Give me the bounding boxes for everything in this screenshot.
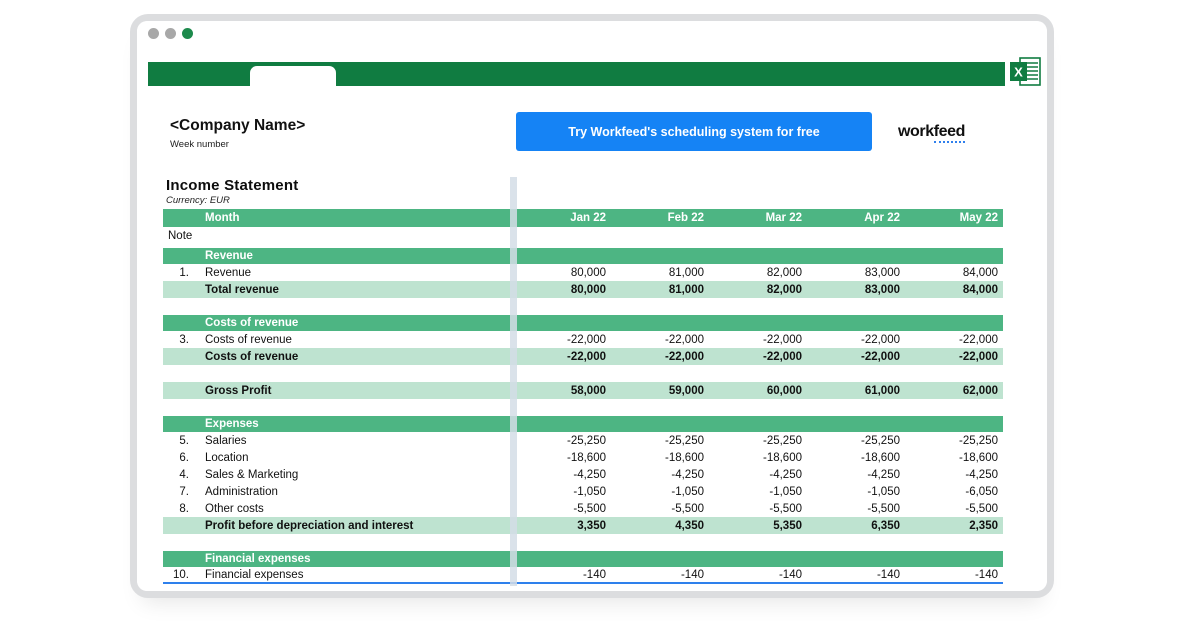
cell-value[interactable]: -22,000 [664, 333, 704, 346]
income-statement-table [163, 209, 1003, 584]
cell-value[interactable]: 6,350 [871, 519, 900, 532]
section-header-row [163, 551, 1003, 567]
sheet-rows [163, 248, 1003, 584]
spreadsheet-tab-bar [148, 62, 1005, 86]
column-header-month[interactable]: Feb 22 [667, 212, 704, 224]
cell-value[interactable]: -18,600 [762, 451, 802, 464]
window-controls [148, 28, 193, 39]
column-header-month[interactable]: May 22 [959, 212, 998, 224]
data-row [163, 483, 1003, 500]
column-header-month[interactable]: Apr 22 [864, 212, 900, 224]
cell-value[interactable]: -18,600 [958, 451, 998, 464]
row-label[interactable]: Gross Profit [205, 384, 272, 397]
row-label[interactable]: Expenses [205, 418, 259, 430]
data-row [163, 449, 1003, 466]
section-header-row [163, 315, 1003, 331]
cell-value[interactable]: -4,250 [573, 468, 606, 481]
cell-value[interactable]: 3,350 [577, 519, 606, 532]
column-header-month[interactable]: Mar 22 [765, 212, 802, 224]
company-name: <Company Name> [170, 117, 306, 134]
cell-value[interactable]: -18,600 [860, 451, 900, 464]
cell-value[interactable]: 80,000 [570, 283, 606, 296]
row-label[interactable]: Profit before depreciation and interest [205, 519, 414, 532]
spacer-row [163, 399, 1003, 416]
app-window [130, 14, 1054, 598]
row-label[interactable]: Revenue [205, 250, 253, 262]
currency-note: Currency: EUR [166, 195, 230, 206]
spacer-row [163, 365, 1003, 382]
note-row[interactable] [163, 227, 1003, 244]
cell-value[interactable]: -22,000 [860, 350, 900, 363]
row-label[interactable]: Costs of revenue [205, 333, 292, 346]
excel-icon [1009, 57, 1042, 86]
row-label[interactable]: Salaries [205, 434, 247, 447]
cell-value[interactable]: -1,050 [769, 485, 802, 498]
data-row [163, 264, 1003, 281]
row-label[interactable]: Costs of revenue [205, 350, 299, 363]
cell-value[interactable]: 82,000 [766, 283, 802, 296]
window-content [137, 21, 1047, 591]
cell-value[interactable]: -5,500 [573, 502, 606, 515]
row-number[interactable]: 3. [179, 333, 189, 346]
total-row [163, 348, 1003, 365]
cell-value[interactable]: 2,350 [969, 519, 998, 532]
window-dot-3[interactable] [182, 28, 193, 39]
cell-value[interactable]: 5,350 [773, 519, 802, 532]
cell-value[interactable]: -22,000 [958, 350, 998, 363]
cell-value[interactable]: 4,350 [675, 519, 704, 532]
cell-value[interactable]: 81,000 [668, 283, 704, 296]
sheet-title: Income Statement [166, 177, 299, 194]
cell-value[interactable]: 62,000 [962, 384, 998, 397]
note-label: Note [168, 229, 193, 242]
section-header-row [163, 248, 1003, 264]
cell-value[interactable]: -1,050 [867, 485, 900, 498]
cell-value[interactable]: 82,000 [766, 266, 802, 279]
data-row [163, 500, 1003, 517]
row-number[interactable]: 10. [173, 568, 189, 581]
cell-value[interactable]: -5,500 [965, 502, 998, 515]
section-header-row [163, 416, 1003, 432]
row-label[interactable]: Financial expenses [205, 553, 311, 565]
row-label[interactable]: Location [205, 451, 249, 464]
row-label[interactable]: Administration [205, 485, 278, 498]
cell-value[interactable]: -25,250 [860, 434, 900, 447]
row-label[interactable]: Costs of revenue [205, 317, 299, 329]
cell-value[interactable]: -140 [778, 568, 802, 581]
row-label[interactable]: Other costs [205, 502, 264, 515]
cell-value[interactable]: 84,000 [962, 266, 998, 279]
month-header-label: Month [205, 212, 240, 224]
cell-value[interactable]: -18,600 [664, 451, 704, 464]
cell-value[interactable]: -140 [680, 568, 704, 581]
row-number[interactable]: 7. [179, 485, 189, 498]
cell-value[interactable]: -22,000 [762, 350, 802, 363]
workfeed-logo-work: work [898, 123, 934, 140]
row-number[interactable]: 6. [179, 451, 189, 464]
cell-value[interactable]: -25,250 [566, 434, 606, 447]
column-divider [510, 177, 517, 586]
cell-value[interactable]: -140 [876, 568, 900, 581]
cell-value[interactable]: -4,250 [671, 468, 704, 481]
total-row [163, 281, 1003, 298]
row-number[interactable]: 4. [179, 468, 189, 481]
active-sheet-tab[interactable] [250, 66, 336, 86]
cell-value[interactable]: 60,000 [766, 384, 802, 397]
month-header-row [163, 209, 1003, 227]
cell-value[interactable]: -5,500 [769, 502, 802, 515]
data-row [163, 331, 1003, 348]
row-label[interactable]: Total revenue [205, 283, 279, 296]
cell-value[interactable]: -25,250 [762, 434, 802, 447]
cell-value[interactable]: -140 [974, 568, 998, 581]
cell-value[interactable]: -22,000 [958, 333, 998, 346]
cell-value[interactable]: -4,250 [769, 468, 802, 481]
data-row [163, 466, 1003, 483]
row-label[interactable]: Financial expenses [205, 568, 304, 581]
cell-value[interactable]: -25,250 [664, 434, 704, 447]
data-row [163, 567, 1003, 584]
cell-value[interactable]: -22,000 [664, 350, 704, 363]
cell-value[interactable]: 83,000 [864, 266, 900, 279]
total-row [163, 517, 1003, 534]
workfeed-logo-feed: feed [934, 123, 965, 143]
row-label[interactable]: Sales & Marketing [205, 468, 299, 481]
spacer-row [163, 298, 1003, 315]
column-header-month[interactable]: Jan 22 [570, 212, 606, 224]
row-label[interactable]: Revenue [205, 266, 252, 279]
cell-value[interactable]: 58,000 [570, 384, 606, 397]
cell-value[interactable]: -25,250 [958, 434, 998, 447]
window-dot-2[interactable] [165, 28, 176, 39]
cell-value[interactable]: -5,500 [867, 502, 900, 515]
cell-value[interactable]: -4,250 [867, 468, 900, 481]
total-row [163, 382, 1003, 399]
cell-value[interactable]: 84,000 [962, 283, 998, 296]
company-header [170, 117, 305, 150]
cell-value[interactable]: -18,600 [566, 451, 606, 464]
cell-value[interactable]: -1,050 [671, 485, 704, 498]
cell-value[interactable]: -140 [582, 568, 606, 581]
cell-value[interactable]: -4,250 [965, 468, 998, 481]
week-number-label: Week number [170, 139, 229, 150]
svg-text:X: X [1014, 64, 1023, 80]
spacer-row [163, 534, 1003, 551]
cell-value[interactable]: 83,000 [864, 283, 900, 296]
cell-value[interactable]: -22,000 [566, 333, 606, 346]
cell-value[interactable]: -22,000 [762, 333, 802, 346]
window-dot-1[interactable] [148, 28, 159, 39]
cell-value[interactable]: -5,500 [671, 502, 704, 515]
cell-value[interactable]: -1,050 [573, 485, 606, 498]
row-number[interactable]: 1. [179, 266, 189, 279]
row-number[interactable]: 5. [179, 434, 189, 447]
cell-value[interactable]: -22,000 [860, 333, 900, 346]
row-number[interactable]: 8. [179, 502, 189, 515]
data-row [163, 432, 1003, 449]
cell-value[interactable]: 81,000 [668, 266, 704, 279]
cell-value[interactable]: 80,000 [570, 266, 606, 279]
cell-value[interactable]: -6,050 [965, 485, 998, 498]
cell-value[interactable]: 59,000 [668, 384, 704, 397]
workfeed-logo[interactable] [898, 123, 965, 141]
cell-value[interactable]: 61,000 [864, 384, 900, 397]
workfeed-cta-button[interactable]: Try Workfeed's scheduling system for free [516, 112, 872, 151]
cell-value[interactable]: -22,000 [566, 350, 606, 363]
